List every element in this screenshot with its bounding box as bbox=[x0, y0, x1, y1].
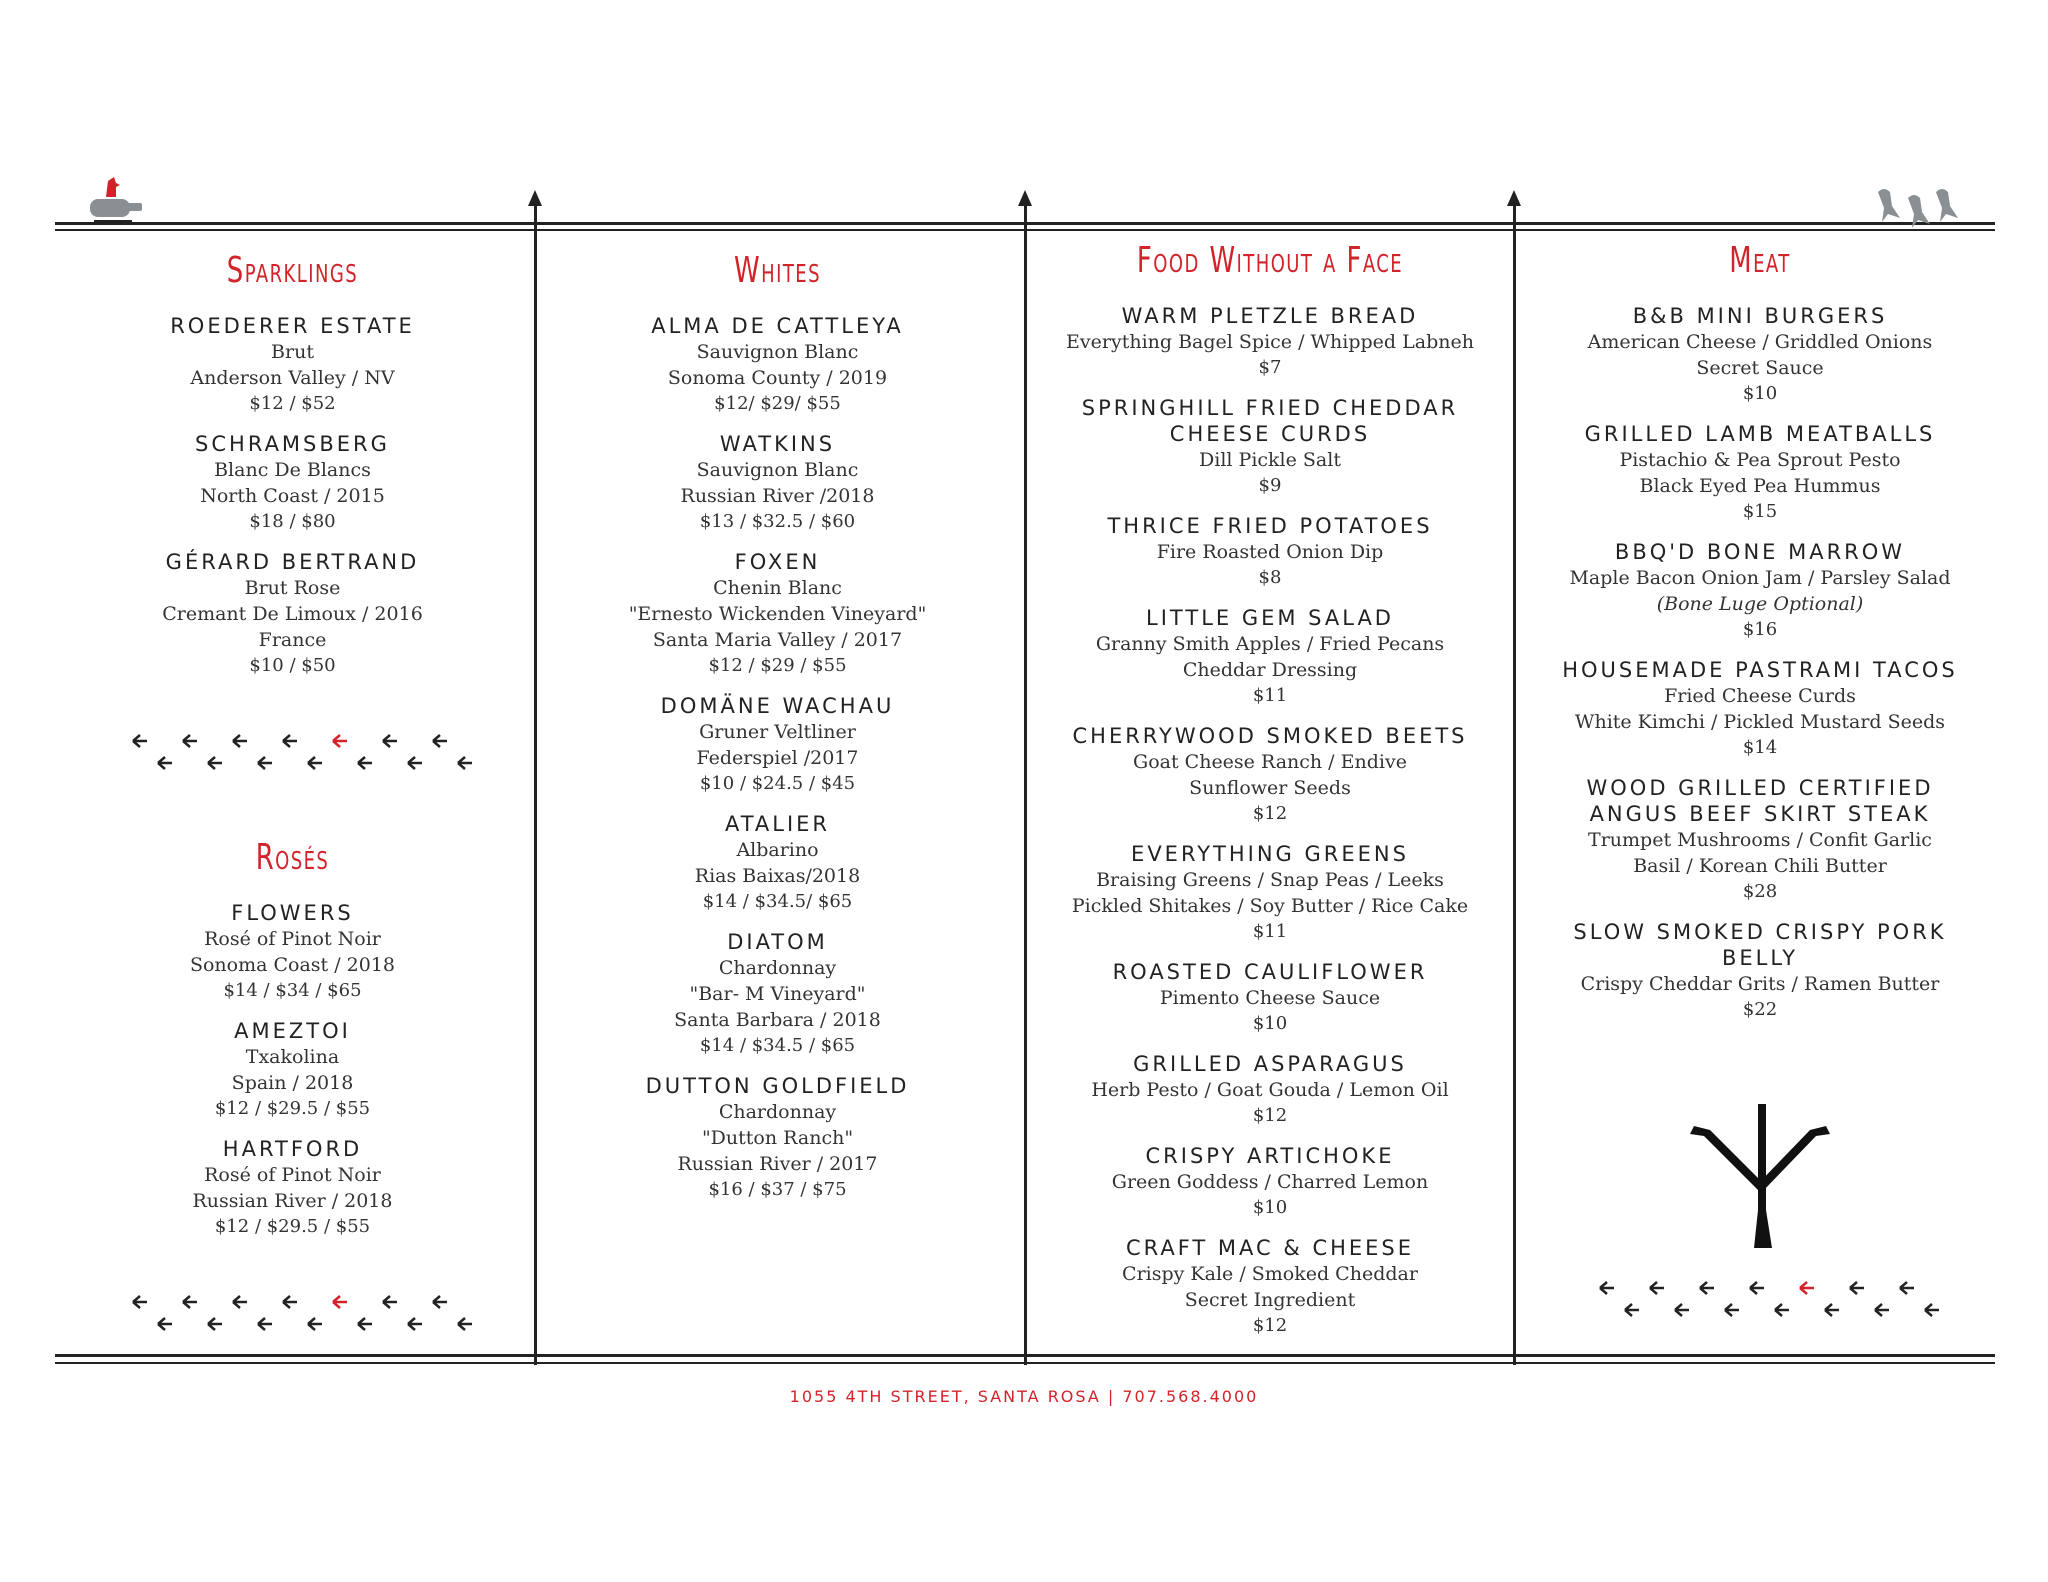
menu-item bbox=[575, 431, 980, 535]
item-price: $14 / $34 / $65 bbox=[223, 980, 362, 1001]
item-description: Santa Barbara / 2018 bbox=[674, 1009, 881, 1031]
item-price: $10 bbox=[1252, 1013, 1288, 1034]
roses-list bbox=[100, 900, 485, 1240]
bird-track-mark bbox=[1675, 1304, 1689, 1316]
cardinal-on-bottle-icon bbox=[88, 175, 148, 227]
item-description: Cheddar Dressing bbox=[1182, 659, 1358, 681]
item-name: SCHRAMSBERG bbox=[195, 432, 390, 456]
item-name: B&B MINI BURGERS bbox=[1632, 304, 1888, 328]
menu-item bbox=[1065, 605, 1475, 709]
footer-address bbox=[0, 1387, 2048, 1406]
item-description: France bbox=[258, 629, 327, 651]
section-title-food: Food Without a Face bbox=[1136, 240, 1404, 281]
menu-item bbox=[100, 1136, 485, 1240]
bird-track-mark bbox=[308, 1318, 322, 1330]
item-description: Secret Sauce bbox=[1696, 357, 1824, 379]
item-description: Cremant De Limoux / 2016 bbox=[162, 603, 423, 625]
footer-phone: 707.568.4000 bbox=[1122, 1387, 1259, 1406]
bird-track-mark bbox=[283, 1296, 297, 1308]
menu-item bbox=[1545, 421, 1975, 525]
menu-item bbox=[1065, 1235, 1475, 1339]
bird-track-mark bbox=[1825, 1304, 1839, 1316]
bird-track-mark bbox=[1900, 1282, 1914, 1294]
item-price: $16 bbox=[1742, 619, 1778, 640]
item-description: Chardonnay bbox=[718, 957, 837, 979]
item-price: $8 bbox=[1258, 567, 1282, 588]
item-description: Sauvignon Blanc bbox=[696, 341, 859, 363]
item-description: "Dutton Ranch" bbox=[701, 1127, 854, 1149]
item-price: $14 bbox=[1742, 737, 1778, 758]
item-description: White Kimchi / Pickled Mustard Seeds bbox=[1574, 711, 1946, 733]
menu-item bbox=[575, 811, 980, 915]
item-name: LITTLE GEM SALAD bbox=[1146, 606, 1394, 630]
bird-track-mark bbox=[1800, 1282, 1814, 1294]
bird-track-mark bbox=[433, 735, 447, 747]
bird-track-mark bbox=[158, 757, 172, 769]
item-description: Fire Roasted Onion Dip bbox=[1156, 541, 1384, 563]
menu-item bbox=[100, 431, 485, 535]
bird-track-mark bbox=[408, 1318, 422, 1330]
bird-track-mark bbox=[408, 757, 422, 769]
item-description: American Cheese / Griddled Onions bbox=[1587, 331, 1933, 353]
item-price: $12 / $29.5 / $55 bbox=[214, 1216, 371, 1237]
item-price: $13 / $32.5 / $60 bbox=[699, 511, 856, 532]
item-price: $11 bbox=[1252, 921, 1288, 942]
bird-track-mark bbox=[158, 1318, 172, 1330]
item-description: Pistachio & Pea Sprout Pesto bbox=[1619, 449, 1901, 471]
item-price: $14 / $34.5 / $65 bbox=[699, 1035, 856, 1056]
item-name: ROEDERER ESTATE bbox=[170, 314, 415, 338]
bird-track-mark bbox=[183, 735, 197, 747]
item-price: $12 / $29 / $55 bbox=[708, 655, 847, 676]
item-description: Braising Greens / Snap Peas / Leeks bbox=[1096, 869, 1444, 891]
bird-track-mark bbox=[183, 1296, 197, 1308]
item-description: Green Goddess / Charred Lemon bbox=[1111, 1171, 1429, 1193]
column-meat bbox=[1545, 240, 1975, 1037]
footer-address-text: 1055 4TH STREET, SANTA ROSA bbox=[789, 1387, 1101, 1406]
item-description: Goat Cheese Ranch / Endive bbox=[1133, 751, 1407, 773]
item-description: Rosé of Pinot Noir bbox=[204, 1164, 381, 1186]
item-description: Rias Baixas/2018 bbox=[694, 865, 861, 887]
menu-item bbox=[100, 313, 485, 417]
item-description: Gruner Veltliner bbox=[699, 721, 856, 743]
section-title-roses: Rosés bbox=[255, 837, 330, 878]
bird-track-mark bbox=[1925, 1304, 1939, 1316]
bird-track-mark bbox=[1850, 1282, 1864, 1294]
bird-footprint-icon bbox=[1680, 1100, 1840, 1250]
item-note: (Bone Luge Optional) bbox=[1656, 593, 1864, 615]
item-description: Albarino bbox=[736, 839, 819, 861]
item-description: "Bar- M Vineyard" bbox=[689, 983, 866, 1005]
item-description: Sunflower Seeds bbox=[1189, 777, 1351, 799]
item-name: SPRINGHILL FRIED CHEDDAR CHEESE CURDS bbox=[1081, 396, 1459, 446]
item-price: $15 bbox=[1742, 501, 1778, 522]
item-price: $16 / $37 / $75 bbox=[708, 1179, 847, 1200]
item-price: $12 bbox=[1252, 1105, 1288, 1126]
item-description: Secret Ingredient bbox=[1184, 1289, 1356, 1311]
item-name: GRILLED ASPARAGUS bbox=[1133, 1052, 1407, 1076]
item-price: $14 / $34.5/ $65 bbox=[702, 891, 853, 912]
item-price: $12/ $29/ $55 bbox=[714, 393, 841, 414]
menu-item bbox=[100, 549, 485, 679]
item-name: WOOD GRILLED CERTIFIED ANGUS BEEF SKIRT STEAK bbox=[1586, 776, 1934, 826]
item-description: Everything Bagel Spice / Whipped Labneh bbox=[1066, 331, 1474, 353]
item-description: North Coast / 2015 bbox=[200, 485, 385, 507]
item-description: Herb Pesto / Goat Gouda / Lemon Oil bbox=[1091, 1079, 1449, 1101]
bird-track-mark bbox=[383, 735, 397, 747]
item-description: Pimento Cheese Sauce bbox=[1159, 987, 1381, 1009]
item-price: $10 bbox=[1742, 383, 1778, 404]
item-name: DIATOM bbox=[727, 930, 828, 954]
item-description: Txakolina bbox=[245, 1046, 340, 1068]
bird-track-mark bbox=[458, 1318, 472, 1330]
three-birds-icon bbox=[1870, 182, 1970, 232]
menu-item bbox=[1065, 1143, 1475, 1221]
section-title-whites: Whites bbox=[734, 250, 821, 291]
item-name: CHERRYWOOD SMOKED BEETS bbox=[1072, 724, 1468, 748]
item-name: FLOWERS bbox=[231, 901, 354, 925]
item-price: $28 bbox=[1742, 881, 1778, 902]
divider-1 bbox=[534, 200, 537, 1365]
column-food bbox=[1065, 240, 1475, 1353]
bird-track-mark bbox=[133, 1296, 147, 1308]
item-price: $12 bbox=[1252, 803, 1288, 824]
bird-tracks-icon bbox=[1580, 1270, 1940, 1330]
bird-track-mark bbox=[258, 757, 272, 769]
item-price: $12 / $52 bbox=[249, 393, 336, 414]
bird-track-mark bbox=[1875, 1304, 1889, 1316]
item-description: Black Eyed Pea Hummus bbox=[1639, 475, 1881, 497]
item-name: BBQ'D BONE MARROW bbox=[1614, 540, 1906, 564]
item-name: FOXEN bbox=[734, 550, 821, 574]
bird-track-mark bbox=[333, 1296, 347, 1308]
menu-item bbox=[1065, 395, 1475, 499]
item-description: Blanc De Blancs bbox=[214, 459, 371, 481]
item-description: Sauvignon Blanc bbox=[696, 459, 859, 481]
item-name: GÉRARD BERTRAND bbox=[165, 550, 420, 574]
item-name: ALMA DE CATTLEYA bbox=[651, 314, 904, 338]
bird-track-mark bbox=[233, 1296, 247, 1308]
menu-item bbox=[1065, 303, 1475, 381]
bird-track-mark bbox=[133, 735, 147, 747]
bird-track-mark bbox=[383, 1296, 397, 1308]
menu-item bbox=[1065, 841, 1475, 945]
menu-item bbox=[1545, 303, 1975, 407]
item-description: Fried Cheese Curds bbox=[1664, 685, 1856, 707]
menu-item bbox=[1545, 919, 1975, 1023]
bird-track-mark bbox=[208, 1318, 222, 1330]
item-price: $12 bbox=[1252, 1315, 1288, 1336]
item-description: Brut bbox=[271, 341, 314, 363]
item-description: Russian River /2018 bbox=[680, 485, 875, 507]
item-description: Brut Rose bbox=[244, 577, 341, 599]
bird-track-mark bbox=[208, 757, 222, 769]
bird-track-mark bbox=[433, 1296, 447, 1308]
item-description: Rosé of Pinot Noir bbox=[204, 928, 381, 950]
item-price: $10 / $50 bbox=[249, 655, 336, 676]
item-price: $9 bbox=[1258, 475, 1282, 496]
item-name: WATKINS bbox=[719, 432, 836, 456]
item-name: ATALIER bbox=[724, 812, 831, 836]
item-description: Santa Maria Valley / 2017 bbox=[652, 629, 903, 651]
item-price: $22 bbox=[1742, 999, 1778, 1020]
whites-list bbox=[575, 313, 980, 1203]
item-description: Spain / 2018 bbox=[231, 1072, 354, 1094]
menu-item bbox=[575, 549, 980, 679]
menu-item bbox=[100, 1018, 485, 1122]
bird-track-mark bbox=[1600, 1282, 1614, 1294]
divider-2 bbox=[1024, 200, 1027, 1365]
bird-track-mark bbox=[333, 735, 347, 747]
item-description: "Ernesto Wickenden Vineyard" bbox=[628, 603, 927, 625]
section-title-sparklings: Sparklings bbox=[226, 250, 359, 291]
bird-track-mark bbox=[1775, 1304, 1789, 1316]
item-name: THRICE FRIED POTATOES bbox=[1107, 514, 1433, 538]
item-description: Maple Bacon Onion Jam / Parsley Salad bbox=[1569, 567, 1951, 589]
item-price: $10 / $24.5 / $45 bbox=[699, 773, 856, 794]
bird-track-mark bbox=[1750, 1282, 1764, 1294]
arrow-up-icon bbox=[528, 190, 542, 206]
bird-track-mark bbox=[308, 757, 322, 769]
menu-item bbox=[1065, 959, 1475, 1037]
item-price: $7 bbox=[1258, 357, 1282, 378]
meat-list bbox=[1545, 303, 1975, 1023]
menu-item bbox=[575, 929, 980, 1059]
item-description: Federspiel /2017 bbox=[696, 747, 859, 769]
item-description: Crispy Cheddar Grits / Ramen Butter bbox=[1580, 973, 1940, 995]
bird-track-mark bbox=[1725, 1304, 1739, 1316]
food-list bbox=[1065, 303, 1475, 1339]
item-price: $10 bbox=[1252, 1197, 1288, 1218]
item-name: HOUSEMADE PASTRAMI TACOS bbox=[1562, 658, 1958, 682]
bird-tracks-icon bbox=[113, 1284, 473, 1344]
menu-item bbox=[575, 693, 980, 797]
footer-separator: | bbox=[1100, 1387, 1123, 1406]
item-price: $12 / $29.5 / $55 bbox=[214, 1098, 371, 1119]
bird-track-mark bbox=[1650, 1282, 1664, 1294]
column-sparklings-roses bbox=[100, 250, 485, 1388]
item-description: Russian River / 2018 bbox=[192, 1190, 393, 1212]
item-name: CRISPY ARTICHOKE bbox=[1145, 1144, 1395, 1168]
column-whites bbox=[575, 240, 980, 1217]
item-description: Trumpet Mushrooms / Confit Garlic bbox=[1588, 829, 1932, 851]
item-description: Dill Pickle Salt bbox=[1199, 449, 1341, 471]
bird-track-mark bbox=[458, 757, 472, 769]
item-price: $11 bbox=[1252, 685, 1288, 706]
item-price: $18 / $80 bbox=[249, 511, 336, 532]
item-name: AMEZTOI bbox=[234, 1019, 351, 1043]
bird-track-mark bbox=[358, 757, 372, 769]
menu-item bbox=[100, 900, 485, 1004]
item-description: Crispy Kale / Smoked Cheddar bbox=[1122, 1263, 1418, 1285]
menu-item bbox=[575, 313, 980, 417]
menu-item bbox=[1545, 539, 1975, 643]
divider-3 bbox=[1513, 200, 1516, 1365]
item-name: SLOW SMOKED CRISPY PORK BELLY bbox=[1573, 920, 1947, 970]
item-description: Basil / Korean Chili Butter bbox=[1633, 855, 1887, 877]
item-description: Anderson Valley / NV bbox=[190, 367, 395, 389]
item-name: CRAFT MAC & CHEESE bbox=[1125, 1236, 1415, 1260]
item-description: Chardonnay bbox=[718, 1101, 837, 1123]
menu-item bbox=[1065, 513, 1475, 591]
item-name: EVERYTHING GREENS bbox=[1131, 842, 1409, 866]
item-description: Chenin Blanc bbox=[713, 577, 842, 599]
bird-track-mark bbox=[283, 735, 297, 747]
arrow-up-icon bbox=[1507, 190, 1521, 206]
item-description: Sonoma County / 2019 bbox=[667, 367, 888, 389]
item-description: Sonoma Coast / 2018 bbox=[189, 954, 396, 976]
menu-item bbox=[1545, 657, 1975, 761]
arrow-up-icon bbox=[1018, 190, 1032, 206]
menu-item bbox=[575, 1073, 980, 1203]
bird-track-mark bbox=[258, 1318, 272, 1330]
item-description: Granny Smith Apples / Fried Pecans bbox=[1095, 633, 1445, 655]
item-description: Russian River / 2017 bbox=[677, 1153, 878, 1175]
item-name: DOMÄNE WACHAU bbox=[660, 694, 895, 718]
item-name: DUTTON GOLDFIELD bbox=[645, 1074, 910, 1098]
bird-track-mark bbox=[1700, 1282, 1714, 1294]
bird-tracks-icon bbox=[113, 723, 473, 783]
item-name: HARTFORD bbox=[222, 1137, 363, 1161]
menu-item bbox=[1065, 723, 1475, 827]
menu-item bbox=[1545, 775, 1975, 905]
bird-track-mark bbox=[233, 735, 247, 747]
sparklings-list bbox=[100, 313, 485, 679]
menu-item bbox=[1065, 1051, 1475, 1129]
item-name: GRILLED LAMB MEATBALLS bbox=[1584, 422, 1936, 446]
bird-track-mark bbox=[1625, 1304, 1639, 1316]
bird-track-mark bbox=[358, 1318, 372, 1330]
item-description: Pickled Shitakes / Soy Butter / Rice Cake bbox=[1071, 895, 1469, 917]
item-name: ROASTED CAULIFLOWER bbox=[1112, 960, 1428, 984]
item-name: WARM PLETZLE BREAD bbox=[1121, 304, 1419, 328]
section-title-meat: Meat bbox=[1729, 240, 1791, 281]
